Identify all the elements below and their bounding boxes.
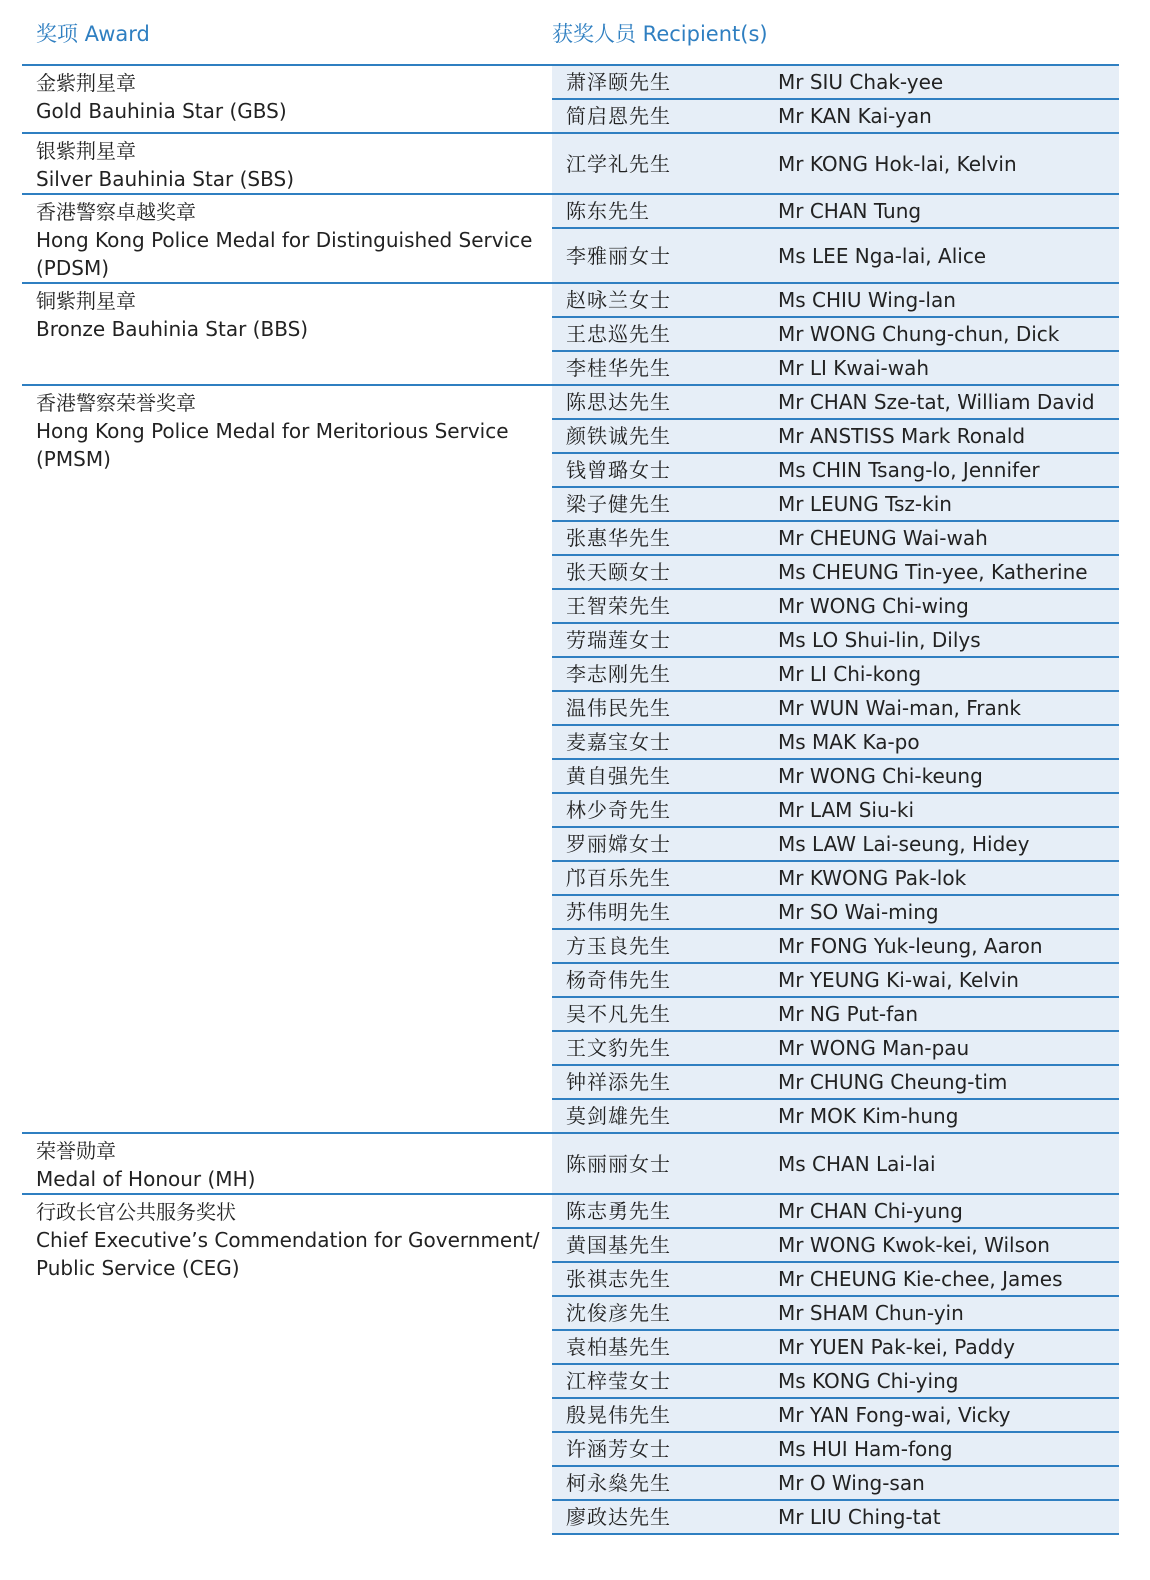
recipient-row [22,133,1119,194]
award-name-english: Silver Bauhinia Star (SBS) [36,167,294,191]
recipient-name-english: Mr ANSTISS Mark Ronald [778,419,1119,453]
recipient-name-english: Ms HUI Ham-fong [778,1432,1119,1466]
award-name-chinese: 香港警察卓越奖章 [36,200,196,224]
recipient-name-english: Mr WONG Chi-wing [778,589,1119,623]
award-name-english: Hong Kong Police Medal for Distinguished Service (PDSM) [36,228,533,280]
award-cell [22,133,552,194]
recipient-name-english: Mr LIU Ching-tat [778,1500,1119,1534]
recipient-name-english: Mr O Wing-san [778,1466,1119,1500]
recipient-name-english: Mr CHUNG Cheung-tim [778,1065,1119,1099]
recipient-name-english: Mr LI Kwai-wah [778,351,1119,385]
recipient-name-english: Mr LI Chi-kong [778,657,1119,691]
recipient-row [22,194,1119,228]
recipient-name-chinese: 王忠巡先生 [552,317,778,351]
recipient-name-chinese: 萧泽颐先生 [552,65,778,99]
recipient-name-chinese: 王智荣先生 [552,589,778,623]
recipient-name-english: Ms CHEUNG Tin-yee, Katherine [778,555,1119,589]
recipient-name-chinese: 殷晃伟先生 [552,1398,778,1432]
recipient-name-chinese: 颜铁诚先生 [552,419,778,453]
recipient-name-chinese: 简启恩先生 [552,99,778,133]
award-name-english: Hong Kong Police Medal for Meritorious Service (PMSM) [36,419,509,471]
award-cell [22,1133,552,1194]
award-cell [22,385,552,1133]
recipient-name-chinese: 劳瑞莲女士 [552,623,778,657]
recipient-name-chinese: 张惠华先生 [552,521,778,555]
award-name-chinese: 香港警察荣誉奖章 [36,391,196,415]
recipient-name-english: Mr SIU Chak-yee [778,65,1119,99]
recipient-name-chinese: 梁子健先生 [552,487,778,521]
award-name-english: Chief Executive’s Commendation for Government/ Public Service (CEG) [36,1228,540,1280]
award-cell [22,194,552,283]
recipient-row [22,385,1119,419]
recipient-name-chinese: 江梓莹女士 [552,1364,778,1398]
recipient-name-english: Mr WUN Wai-man, Frank [778,691,1119,725]
award-name-english: Bronze Bauhinia Star (BBS) [36,317,309,341]
award-name-english: Medal of Honour (MH) [36,1167,256,1191]
recipient-name-chinese: 林少奇先生 [552,793,778,827]
recipient-name-english: Mr SO Wai-ming [778,895,1119,929]
recipient-name-chinese: 李志刚先生 [552,657,778,691]
recipient-name-chinese: 方玉良先生 [552,929,778,963]
recipient-name-chinese: 温伟民先生 [552,691,778,725]
recipient-name-chinese: 陈思达先生 [552,385,778,419]
recipient-name-english: Mr YUEN Pak-kei, Paddy [778,1330,1119,1364]
recipient-name-english: Mr KAN Kai-yan [778,99,1119,133]
recipient-name-english: Mr KWONG Pak-lok [778,861,1119,895]
recipient-name-chinese: 江学礼先生 [552,133,778,194]
recipient-name-english: Mr LAM Siu-ki [778,793,1119,827]
recipient-name-english: Mr KONG Hok-lai, Kelvin [778,133,1119,194]
recipient-name-english: Ms LEE Nga-lai, Alice [778,228,1119,283]
recipient-name-english: Ms CHIU Wing-lan [778,283,1119,317]
recipient-name-english: Ms LO Shui-lin, Dilys [778,623,1119,657]
recipient-name-english: Mr WONG Chi-keung [778,759,1119,793]
recipient-name-english: Mr CHAN Sze-tat, William David [778,385,1119,419]
recipient-name-chinese: 陈丽丽女士 [552,1133,778,1194]
awards-table-body [22,65,1119,1534]
award-name-english: Gold Bauhinia Star (GBS) [36,99,287,123]
award-cell [22,1194,552,1534]
recipient-name-english: Ms MAK Ka-po [778,725,1119,759]
recipient-name-chinese: 王文豹先生 [552,1031,778,1065]
award-name-chinese: 荣誉勋章 [36,1139,116,1163]
recipient-name-english: Mr YEUNG Ki-wai, Kelvin [778,963,1119,997]
recipient-name-english: Mr FONG Yuk-leung, Aaron [778,929,1119,963]
recipient-name-chinese: 李桂华先生 [552,351,778,385]
recipient-name-chinese: 陈志勇先生 [552,1194,778,1228]
recipient-name-chinese: 袁柏基先生 [552,1330,778,1364]
recipient-name-english: Mr LEUNG Tsz-kin [778,487,1119,521]
recipient-name-english: Mr CHAN Tung [778,194,1119,228]
recipient-name-chinese: 张天颐女士 [552,555,778,589]
award-cell [22,65,552,133]
recipient-name-chinese: 李雅丽女士 [552,228,778,283]
recipient-name-chinese: 赵咏兰女士 [552,283,778,317]
recipients-column-header: 获奖人员 Recipient(s) [552,22,768,46]
recipient-name-english: Mr NG Put-fan [778,997,1119,1031]
recipient-name-chinese: 黄自强先生 [552,759,778,793]
award-name-chinese: 铜紫荆星章 [36,289,136,313]
recipient-name-chinese: 邝百乐先生 [552,861,778,895]
recipient-name-chinese: 许涵芳女士 [552,1432,778,1466]
recipient-name-chinese: 黄国基先生 [552,1228,778,1262]
award-name-chinese: 行政长官公共服务奖状 [36,1200,236,1224]
recipient-name-chinese: 麦嘉宝女士 [552,725,778,759]
awards-table [22,64,1119,1535]
recipient-name-english: Ms CHAN Lai-lai [778,1133,1119,1194]
recipient-name-english: Mr SHAM Chun-yin [778,1296,1119,1330]
recipient-name-chinese: 张祺志先生 [552,1262,778,1296]
recipient-row [22,65,1119,99]
recipient-name-chinese: 吴不凡先生 [552,997,778,1031]
recipient-name-chinese: 罗丽嫦女士 [552,827,778,861]
recipient-name-chinese: 苏伟明先生 [552,895,778,929]
recipient-name-english: Mr WONG Man-pau [778,1031,1119,1065]
recipient-name-chinese: 廖政达先生 [552,1500,778,1534]
recipient-name-chinese: 钱曾璐女士 [552,453,778,487]
recipient-name-english: Mr WONG Kwok-kei, Wilson [778,1228,1119,1262]
recipient-name-chinese: 柯永燊先生 [552,1466,778,1500]
recipient-name-english: Mr MOK Kim-hung [778,1099,1119,1133]
recipient-name-chinese: 沈俊彦先生 [552,1296,778,1330]
recipient-name-english: Mr CHEUNG Wai-wah [778,521,1119,555]
recipient-name-chinese: 钟祥添先生 [552,1065,778,1099]
recipient-name-chinese: 陈东先生 [552,194,778,228]
award-name-chinese: 银紫荆星章 [36,139,136,163]
recipient-row [22,1194,1119,1228]
recipient-name-english: Mr WONG Chung-chun, Dick [778,317,1119,351]
award-name-chinese: 金紫荆星章 [36,71,136,95]
award-column-header: 奖项 Award [36,22,150,46]
recipient-name-english: Mr CHEUNG Kie-chee, James [778,1262,1119,1296]
recipient-name-english: Ms KONG Chi-ying [778,1364,1119,1398]
recipient-row [22,283,1119,317]
award-cell [22,283,552,385]
recipient-name-english: Mr YAN Fong-wai, Vicky [778,1398,1119,1432]
recipient-name-english: Ms CHIN Tsang-lo, Jennifer [778,453,1119,487]
recipient-name-english: Mr CHAN Chi-yung [778,1194,1119,1228]
recipient-name-chinese: 莫剑雄先生 [552,1099,778,1133]
recipient-name-english: Ms LAW Lai-seung, Hidey [778,827,1119,861]
recipient-name-chinese: 杨奇伟先生 [552,963,778,997]
recipient-row [22,1133,1119,1194]
